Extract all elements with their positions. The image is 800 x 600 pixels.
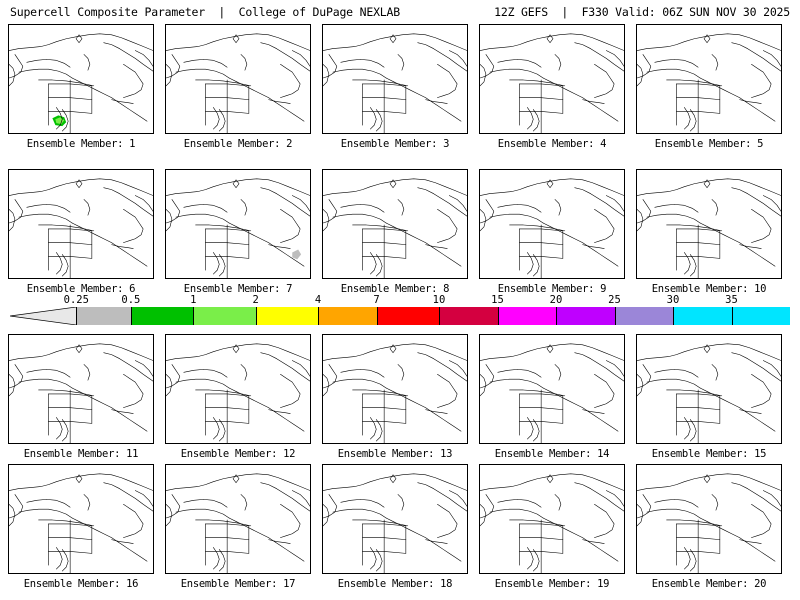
ensemble-panel-16[interactable] [8, 464, 154, 574]
colorbar-tick-10 [673, 307, 674, 325]
ensemble-panel-label-10: Ensemble Member: 10 [651, 283, 767, 295]
colorbar-tick-label-10: 30 [666, 294, 680, 306]
ensemble-panel-label-3: Ensemble Member: 3 [340, 138, 450, 150]
ensemble-panel-5[interactable] [636, 24, 782, 134]
colorbar-tick-label-9: 25 [608, 294, 621, 306]
ensemble-panel-10[interactable] [636, 169, 782, 279]
colorbar-tick-6 [439, 307, 440, 325]
colorbar-tick-label-0: 0.25 [63, 294, 89, 306]
ensemble-panel-label-12: Ensemble Member: 12 [180, 448, 296, 460]
ensemble-panel-11[interactable] [8, 334, 154, 444]
colorbar [10, 294, 790, 325]
ensemble-panel-label-13: Ensemble Member: 13 [337, 448, 453, 460]
ensemble-panel-20[interactable] [636, 464, 782, 574]
ensemble-panel-18[interactable] [322, 464, 468, 574]
ensemble-panel-3[interactable] [322, 24, 468, 134]
ensemble-panel-label-20: Ensemble Member: 20 [651, 578, 767, 590]
ensemble-panel-8[interactable] [322, 169, 468, 279]
colorbar-tick-5 [377, 307, 378, 325]
ensemble-panel-label-18: Ensemble Member: 18 [337, 578, 453, 590]
colorbar-low-taper [10, 307, 76, 325]
model-run-info: 12Z GEFS | F330 Valid: 06Z SUN NOV 30 2025 [494, 5, 790, 19]
ensemble-panel-label-19: Ensemble Member: 19 [494, 578, 610, 590]
colorbar-tick-label-11: 35 [725, 294, 738, 306]
colorbar-tick-label-6: 10 [432, 294, 446, 306]
ensemble-panel-17[interactable] [165, 464, 311, 574]
colorbar-tick-label-7: 15 [491, 294, 504, 306]
colorbar-segment-8 [498, 307, 557, 325]
colorbar-tick-1 [131, 307, 132, 325]
ensemble-panel-7[interactable] [165, 169, 311, 279]
ensemble-panel-label-17: Ensemble Member: 17 [180, 578, 296, 590]
colorbar-tick-4 [318, 307, 319, 325]
colorbar-bar [10, 307, 790, 325]
colorbar-segment-12 [732, 307, 791, 325]
page-title: Supercell Composite Parameter | College of DuPage NEXLAB [10, 5, 400, 19]
colorbar-tick-label-5: 7 [373, 294, 380, 306]
ensemble-panel-14[interactable] [479, 334, 625, 444]
colorbar-tick-label-1: 0.5 [121, 294, 141, 306]
colorbar-segment-7 [439, 307, 498, 325]
colorbar-tick-0 [76, 307, 77, 325]
ensemble-panel-6[interactable] [8, 169, 154, 279]
ensemble-panel-label-4: Ensemble Member: 4 [497, 138, 607, 150]
ensemble-panel-12[interactable] [165, 334, 311, 444]
colorbar-tick-2 [193, 307, 194, 325]
colorbar-segment-3 [193, 307, 255, 325]
colorbar-segment-2 [131, 307, 193, 325]
ensemble-panel-1[interactable] [8, 24, 154, 134]
colorbar-segment-1 [76, 307, 131, 325]
colorbar-segment-5 [318, 307, 377, 325]
colorbar-tick-3 [256, 307, 257, 325]
colorbar-segment-11 [673, 307, 732, 325]
ensemble-panel-4[interactable] [479, 24, 625, 134]
ensemble-panel-label-7: Ensemble Member: 7 [183, 283, 293, 295]
colorbar-tick-8 [556, 307, 557, 325]
ensemble-panel-2[interactable] [165, 24, 311, 134]
colorbar-tick-7 [498, 307, 499, 325]
ensemble-panel-label-15: Ensemble Member: 15 [651, 448, 767, 460]
header [0, 5, 800, 21]
ensemble-panel-9[interactable] [479, 169, 625, 279]
colorbar-tick-label-4: 4 [314, 294, 322, 306]
ensemble-panel-label-16: Ensemble Member: 16 [23, 578, 139, 590]
colorbar-segment-4 [256, 307, 318, 325]
ensemble-panel-13[interactable] [322, 334, 468, 444]
colorbar-segment-9 [556, 307, 615, 325]
colorbar-tick-label-8: 20 [549, 294, 563, 306]
ensemble-panel-label-9: Ensemble Member: 9 [497, 283, 607, 295]
ensemble-panel-19[interactable] [479, 464, 625, 574]
colorbar-tick-label-3: 2 [252, 294, 259, 306]
colorbar-segment-10 [615, 307, 674, 325]
colorbar-labels [10, 294, 790, 307]
colorbar-tick-9 [615, 307, 616, 325]
colorbar-tick-label-2: 1 [190, 294, 197, 306]
ensemble-panel-label-6: Ensemble Member: 6 [26, 283, 136, 295]
ensemble-panel-label-14: Ensemble Member: 14 [494, 448, 610, 460]
colorbar-tick-11 [732, 307, 733, 325]
ensemble-panel-label-2: Ensemble Member: 2 [183, 138, 293, 150]
colorbar-segment-6 [377, 307, 439, 325]
ensemble-panel-15[interactable] [636, 334, 782, 444]
ensemble-panel-label-11: Ensemble Member: 11 [23, 448, 139, 460]
ensemble-panel-label-8: Ensemble Member: 8 [340, 283, 450, 295]
ensemble-panel-label-1: Ensemble Member: 1 [26, 138, 136, 150]
ensemble-panel-label-5: Ensemble Member: 5 [654, 138, 764, 150]
